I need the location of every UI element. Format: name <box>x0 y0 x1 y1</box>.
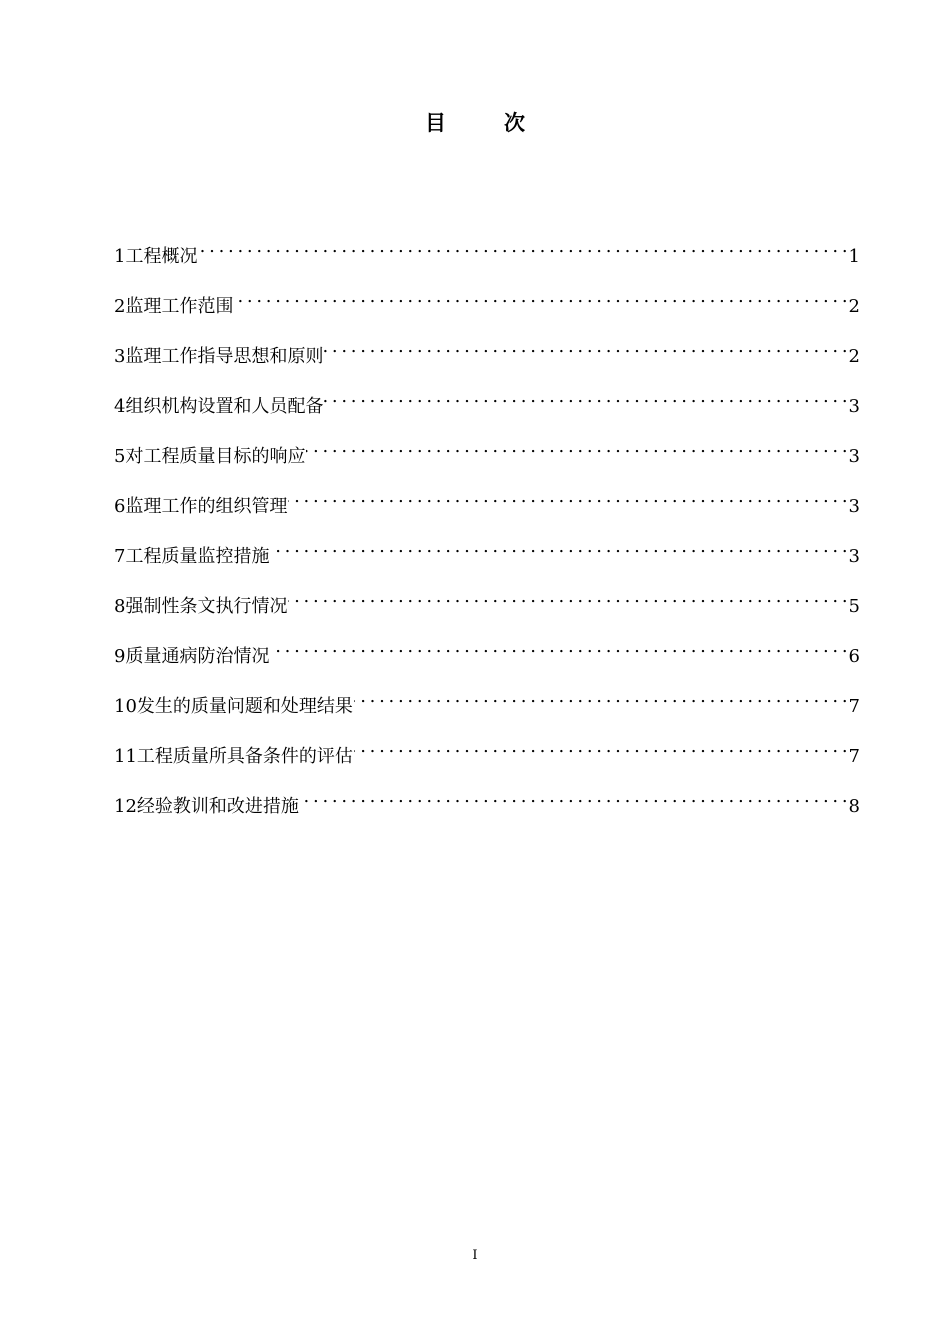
toc-entry-number: 1 <box>114 246 126 267</box>
toc-entry-page: 7 <box>848 746 860 767</box>
toc-entry-page: 3 <box>848 496 860 517</box>
toc-entry-number: 6 <box>114 496 126 517</box>
toc-dot-leader <box>324 332 846 362</box>
toc-entry-title: 发生的质量问题和处理结果 <box>136 696 353 717</box>
toc-entry-title: 工程质量所具备条件的评估 <box>136 746 353 767</box>
table-of-contents <box>114 232 860 832</box>
toc-entry-title: 工程概况 <box>125 246 198 267</box>
toc-entry-title: 监理工作范围 <box>125 296 234 317</box>
toc-entry-title: 质量通病防治情况 <box>125 646 270 667</box>
toc-entry-page: 2 <box>848 296 860 317</box>
toc-entry-number: 8 <box>114 596 126 617</box>
toc-entry-page: 3 <box>848 546 860 567</box>
toc-entry-title: 强制性条文执行情况 <box>125 596 288 617</box>
toc-entry-number: 4 <box>114 396 126 417</box>
title-char-1: 目 <box>425 111 446 135</box>
toc-entry-title: 监理工作的组织管理 <box>125 496 288 517</box>
toc-dot-leader <box>324 382 846 412</box>
toc-entry[interactable] <box>114 482 860 532</box>
toc-entry[interactable] <box>114 232 860 282</box>
toc-entry[interactable] <box>114 682 860 732</box>
toc-entry-number: 3 <box>114 346 126 367</box>
toc-dot-leader <box>354 732 847 762</box>
toc-entry-number: 12 <box>114 796 137 817</box>
page-number: I <box>472 1248 478 1263</box>
toc-entry-title: 对工程质量目标的响应 <box>125 446 306 467</box>
toc-entry-page: 1 <box>848 246 860 267</box>
toc-entry[interactable] <box>114 332 860 382</box>
toc-entry-title: 工程质量监控措施 <box>125 546 270 567</box>
toc-entry-page: 6 <box>848 646 860 667</box>
toc-dot-leader <box>354 682 847 712</box>
toc-entry-number: 2 <box>114 296 126 317</box>
toc-dot-leader <box>198 232 846 262</box>
toc-entry-page: 3 <box>848 446 860 467</box>
toc-entry-number: 10 <box>114 696 137 717</box>
toc-entry[interactable] <box>114 532 860 582</box>
toc-entry-title: 组织机构设置和人员配备 <box>125 396 324 417</box>
toc-entry-number: 11 <box>114 746 137 767</box>
title-char-2: 次 <box>504 111 525 135</box>
toc-entry-title: 经验教训和改进措施 <box>136 796 299 817</box>
toc-entry[interactable] <box>114 432 860 482</box>
toc-entry-number: 5 <box>114 446 126 467</box>
toc-dot-leader <box>300 782 847 812</box>
toc-dot-leader <box>270 632 846 662</box>
toc-entry[interactable] <box>114 582 860 632</box>
toc-entry[interactable] <box>114 782 860 832</box>
toc-entry-number: 9 <box>114 646 126 667</box>
toc-entry-page: 2 <box>848 346 860 367</box>
toc-dot-leader <box>288 482 846 512</box>
toc-entry[interactable] <box>114 282 860 332</box>
toc-dot-leader <box>306 432 846 462</box>
toc-entry-page: 3 <box>848 396 860 417</box>
toc-entry-number: 7 <box>114 546 126 567</box>
toc-entry-page: 5 <box>848 596 860 617</box>
toc-entry[interactable] <box>114 732 860 782</box>
toc-entry-page: 7 <box>848 696 860 717</box>
toc-dot-leader <box>270 532 846 562</box>
toc-entry[interactable] <box>114 382 860 432</box>
toc-entry-title: 监理工作指导思想和原则 <box>125 346 324 367</box>
toc-entry-page: 8 <box>848 796 860 817</box>
toc-dot-leader <box>234 282 846 312</box>
page-title <box>0 108 950 138</box>
toc-entry[interactable] <box>114 632 860 682</box>
toc-dot-leader <box>288 582 846 612</box>
